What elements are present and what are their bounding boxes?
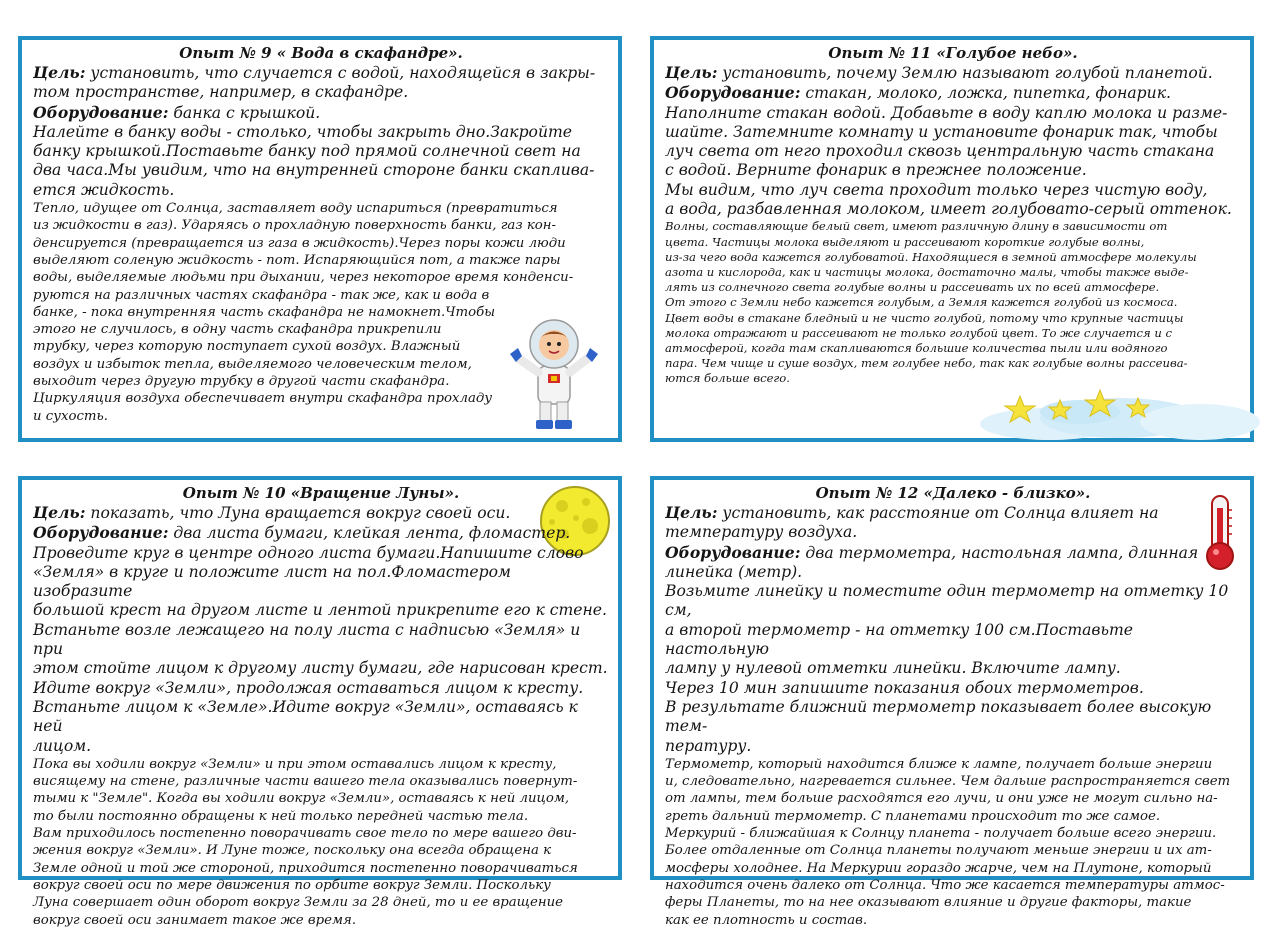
equipment-line [665,543,1241,583]
goal-text: показать, что Луна вращается вокруг своей оси. [85,504,511,522]
goal-label: Цель: [33,503,86,522]
card-title: Опыт № 9 « Вода в скафандре». [179,44,463,62]
experiment-card-10 [18,476,622,928]
explanation-text: Пока вы ходили вокруг «Земли» и при этом оставались лицом к кресту, висящему на стене, различные части вашего тела оказывались повернут- тыми к "Земле". Когда вы ходили вокруг «Земли», оставаясь к ней лицом, то были постоянно обращены к ней только передней частью тела. Вам приходилось постепенно поворачивать свое тело по мере вашего дви- жения вокруг «Земли». И Луне тоже, поскольку она всегда обращена к Земле одной и той же стороной, приходится постепенно поворачиваться вокруг своей оси по мере движения по орбите вокруг Земли. Поскольку Луна совершает один оборот вокруг Земли за 28 дней, то и ее вращение вокруг своей оси занимает такое же время. [33,756,578,928]
card-title: Опыт № 10 «Вращение Луны». [182,484,460,502]
experiment-card-12 [650,476,1254,928]
explanation-text: Термометр, который находится ближе к лампе, получает больше энергии и, следовательно, нагревается сильнее. Чем дальше распространяется свет от лампы, тем больше расходятся его лучи, и они уже не могут сильно на- греть дальний термометр. С планетами происходит то же самое. Меркурий - ближайшая к Солнцу планета - получает больше всего энергии. Более отдаленные от Солнца планеты получают меньше энергии и их ат- мосферы холоднее. На Меркурии гораздо жарче, чем на Плутоне, который находится очень далеко от Солнца. Что же касается температуры атмос- феры Планеты, то на нее оказывают влияние и другие факторы, такие как ее плотность и состав. [665,756,1231,928]
equipment-line [33,103,609,123]
procedure-text: Наполните стакан водой. Добавьте в воду каплю молока и разме- шайте. Затемните комнату и установите фонарик так, чтобы луч света от него проходил сквозь центральную часть стакана с водой. Верните фонарик в прежнее положение. Мы видим, что луч света проходит только через чистую воду, а вода, разбавленная молоком, имеет голубовато-серый оттенок. [665,103,1232,219]
explanation-text: Волны, составляющие белый свет, имеют различную длину в зависимости от цвета. Частицы молока выделяют и рассеивают короткие голубые волны, из-за чего вода кажется голубоватой. Находящиеся в земной атмосфере молекулы азота и кислорода, как и частицы молока, достаточно малы, чтобы также выде- лять из солнечного света голубые волны и рассеивать их по всей атмосфере. От этого с Земли небо кажется голубым, а Земля кажется голубой из космоса. Цвет воды в стакане бледный и не чисто голубой, потому что крупные частицы молока отражают и рассеивают не только голубой цвет. То же случается и с атмосферой, когда там скапливаются большие количества пыли или водяного пара. Чем чище и суше воздух, тем голубее небо, так как голубые волны рассеива- ются больше всего. [665,219,1197,386]
equipment-text: банка с крышкой. [168,103,321,122]
explanation-text: Тепло, идущее от Солнца, заставляет воду испариться (превратиться из жидкости в газ). Ударяясь о прохладную поверхность банки, газ кон- денсируется (превращается из газа в жидкость).Через поры кожи люди выделяют соленую жидкость - пот. Испаряющийся пот, а также пары воды, выделяемые людьми при дыхании, через некоторое время конденси- руются на различных частях скафандра - так же, как и вода в банке, - пока внутренняя часть скафандра не намокнет.Чтобы этого не случилось, в одну часть скафандра прикрепили трубку, через которую поступает сухой воздух. Влажный воздух и избыток тепла, выделяемого человеческим телом, выходит через другую трубку в другой части скафандра. Циркуляция воздуха обеспечивает внутри скафандра прохладу и сухость. [33,201,574,424]
experiment-card-9 [18,36,622,442]
equipment-text: два листа бумаги, клейкая лента, фломастер. [168,524,571,543]
procedure-text: Проведите круг в центре одного листа бумаги.Напишите слово «Земля» в круге и положите лист на пол.Фломастером изобразите большой крест на другом листе и лентой прикрепите его к стене. Встаньте возле лежащего на полу листа с надписью «Земля» и при этом стойте лицом к другому листу бумаги, где нарисован крест. Идите вокруг «Земли», продолжая оставаться лицом к кресту. Встаньте лицом к «Земле».Идите вокруг «Земли», оставаясь к ней лицом. [33,543,608,755]
equipment-line [33,523,609,543]
procedure-text: Возьмите линейку и поместите один термометр на отметку 10 см, а второй термометр - на отметку 100 см.Поставьте настольную лампу у нулевой отметки линейки. Включите лампу. Через 10 мин запишите показания обоих термометров. В результате ближний термометр показывает более высокую тем- пературу. [665,582,1229,755]
goal-text: установить, почему Землю называют голубой планетой. [717,64,1213,82]
goal-label: Цель: [33,63,86,82]
equipment-label: Оборудование: [665,542,801,562]
goal-label: Цель: [665,503,718,522]
goal-label: Цель: [665,63,718,82]
equipment-label: Оборудование: [665,83,801,103]
equipment-line [665,83,1241,103]
goal-line [665,503,1241,543]
goal-line [33,63,609,103]
experiment-card-11 [650,36,1254,442]
equipment-text: стакан, молоко, ложка, пипетка, фонарик. [800,84,1171,103]
equipment-label: Оборудование: [33,102,169,122]
goal-text: установить, как расстояние от Солнца влияет на температуру воздуха. [665,504,1159,542]
card-title: Опыт № 12 «Далеко - близко». [815,484,1091,502]
goal-text: установить, что случается с водой, находящейся в закры- том пространстве, например, в скафандре. [33,64,596,102]
goal-line [33,503,609,523]
equipment-label: Оборудование: [33,523,169,543]
clouds-stars-icon [960,378,1250,438]
card-title: Опыт № 11 «Голубое небо». [828,44,1078,62]
procedure-text: Налейте в банку воды - столько, чтобы закрыть дно.Закройте банку крышкой.Поставьте банку под прямой солнечной свет на два часа.Мы увидим, что на внутренней стороне банки скаплива- ется жидкость. [33,122,595,199]
goal-line [665,63,1241,83]
equipment-text: два термометра, настольная лампа, длинная линейка (метр). [665,543,1199,581]
